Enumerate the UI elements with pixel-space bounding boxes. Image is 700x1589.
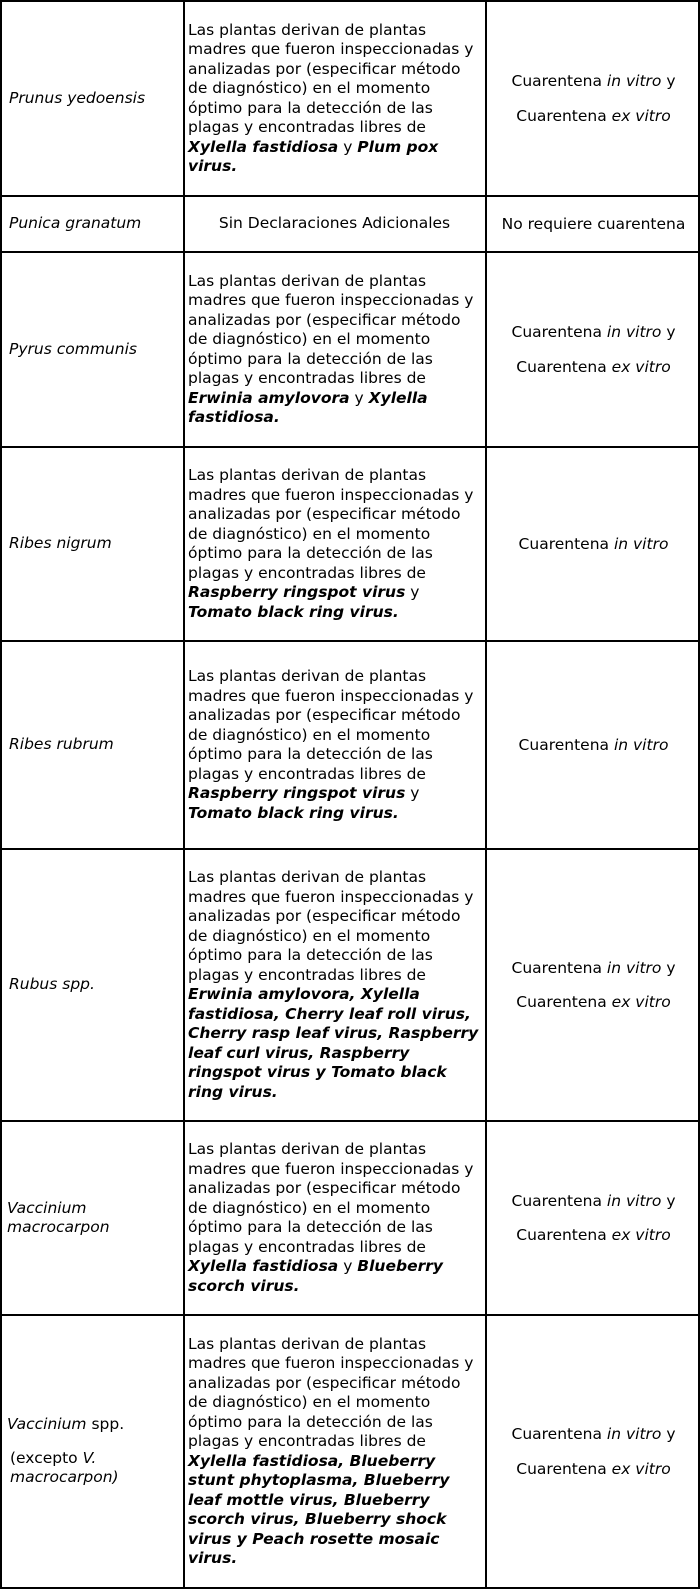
quarantine-cell [487, 642, 700, 848]
quarantine-label: Cuarentena [518, 534, 614, 553]
quarantine-cell [487, 2, 700, 195]
quarantine-type: ex vitro [611, 1459, 671, 1478]
species-cell [2, 1122, 183, 1314]
requirement-text [188, 466, 481, 622]
quarantine-label: Cuarentena [516, 1226, 612, 1244]
conjunction: y [338, 137, 358, 156]
species-note-name: V. macrocarpon) [10, 1448, 119, 1487]
quarantine-cell [487, 1316, 700, 1587]
requirement-body: Las plantas derivan de plantas madres que fueron inspeccionadas y analizadas por (especificar método de diagnóstico) en el momento óptimo para la detección de las plagas y encontradas libres de [188, 20, 474, 136]
conjunction: y [349, 388, 369, 407]
quarantine-label: Cuarentena [511, 1191, 607, 1210]
conjunction: y [661, 958, 676, 977]
quarantine-label: Cuarentena [516, 1459, 612, 1478]
species-suffix: spp. [86, 1415, 125, 1434]
species-name: Ribes nigrum [9, 534, 112, 553]
pest-name: Blueberry scorch virus. [188, 1257, 443, 1295]
quarantine-text [512, 951, 676, 1020]
species-name: Pyrus communis [9, 339, 137, 358]
conjunction: y [661, 323, 676, 341]
quarantine-text [512, 1184, 676, 1253]
quarantine-cell [487, 1122, 700, 1314]
requirement-cell [185, 197, 485, 251]
requirement-text [188, 1140, 481, 1296]
conjunction: y [405, 583, 420, 601]
quarantine-type: in vitro [606, 1425, 662, 1443]
pest-name: Xylella fastidiosa, Blueberry stunt phytoplasma, Blueberry leaf mottle virus, Blueberry scorch virus, Blueberry shock virus y Peach rosette mosaic virus. [188, 1451, 450, 1567]
conjunction: y [405, 784, 420, 802]
quarantine-cell [487, 253, 700, 446]
quarantine-label: Cuarentena [511, 958, 607, 977]
conjunction: y [661, 1191, 676, 1210]
conjunction: y [661, 72, 676, 90]
quarantine-label: Cuarentena [511, 323, 607, 341]
species-name: Vaccinium macrocarpon [7, 1198, 110, 1236]
quarantine-type: in vitro [613, 534, 669, 553]
quarantine-text [519, 728, 669, 763]
quarantine-type: in vitro [606, 72, 662, 90]
requirement-body: Las plantas derivan de plantas madres que fueron inspeccionadas y analizadas por (especificar método de diagnóstico) en el momento óptimo para la detección de las plagas y encontradas libres de [188, 868, 474, 984]
pest-name: Xylella fastidiosa [188, 137, 339, 156]
requirement-cell [185, 1316, 485, 1587]
pest-name: Erwinia amylovora, Xylella fastidiosa, Cherry leaf roll virus, Cherry rasp leaf virus, Raspberry leaf curl virus, Raspberry ringspot virus y Tomato black ring virus. [188, 985, 479, 1101]
species-cell [2, 2, 183, 195]
requirement-body: Las plantas derivan de plantas madres que fueron inspeccionadas y analizadas por (especificar método de diagnóstico) en el momento óptimo para la detección de las plagas y encontradas libres de [188, 667, 474, 783]
species-name: Punica granatum [9, 214, 142, 233]
species-name: Rubus spp. [9, 975, 95, 994]
species-cell [2, 642, 183, 848]
requirement-cell [185, 850, 485, 1120]
quarantine-type: in vitro [606, 323, 662, 341]
requirement-body: Las plantas derivan de plantas madres que fueron inspeccionadas y analizadas por (especificar método de diagnóstico) en el momento óptimo para la detección de las plagas y encontradas libres de [188, 466, 474, 582]
species-name: Prunus yedoensis [9, 88, 146, 107]
pest-name: Plum pox virus. [188, 137, 439, 175]
requirement-cell [185, 253, 485, 446]
requirement-cell [185, 1122, 485, 1314]
pest-name: Erwinia amylovora [188, 388, 350, 407]
species-cell [2, 253, 183, 446]
conjunction: y [661, 1425, 676, 1443]
quarantine-type: ex vitro [611, 357, 671, 376]
quarantine-text: No requiere cuarentena [501, 214, 686, 233]
species-name: Ribes rubrum [9, 735, 114, 754]
species-name [7, 1415, 147, 1488]
quarantine-type: ex vitro [611, 106, 671, 125]
pest-name: Tomato black ring virus. [188, 602, 399, 621]
quarantine-label: Cuarentena [516, 357, 612, 376]
pest-name: Tomato black ring virus. [188, 803, 399, 822]
requirement-cell [185, 642, 485, 848]
requirement-text [188, 272, 481, 428]
requirement-cell [185, 448, 485, 640]
quarantine-type: in vitro [613, 735, 669, 754]
pest-name: Raspberry ringspot virus [188, 784, 406, 802]
pest-name: Xylella fastidiosa. [188, 388, 428, 426]
quarantine-label: Cuarentena [516, 993, 612, 1011]
requirement-text [188, 21, 481, 177]
species-cell [2, 197, 183, 251]
quarantine-label: Cuarentena [516, 106, 612, 125]
requirement-text [188, 1335, 481, 1569]
quarantine-text [512, 64, 676, 133]
requirement-body: Las plantas derivan de plantas madres que fueron inspeccionadas y analizadas por (especificar método de diagnóstico) en el momento óptimo para la detección de las plagas y encontradas libres de [188, 271, 474, 387]
requirement-cell [185, 2, 485, 195]
quarantine-label: Cuarentena [511, 1425, 607, 1443]
quarantine-type: ex vitro [611, 993, 671, 1011]
species-cell [2, 448, 183, 640]
quarantine-cell [487, 448, 700, 640]
quarantine-type: in vitro [606, 1191, 662, 1210]
quarantine-text [512, 1417, 676, 1486]
species-cell [2, 1316, 183, 1587]
requirement-body: Las plantas derivan de plantas madres que fueron inspeccionadas y analizadas por (especificar método de diagnóstico) en el momento óptimo para la detección de las plagas y encontradas libres de [188, 1334, 474, 1450]
quarantine-label: Cuarentena [511, 72, 607, 90]
quarantine-cell [487, 197, 700, 251]
species-cell [2, 850, 183, 1120]
quarantine-text [519, 527, 669, 562]
quarantine-cell [487, 850, 700, 1120]
quarantine-type: in vitro [606, 958, 662, 977]
pest-name: Raspberry ringspot virus [188, 583, 406, 601]
requirement-text [188, 868, 481, 1102]
quarantine-text [512, 315, 676, 384]
species-genus: Vaccinium [7, 1415, 87, 1434]
requirement-text [188, 667, 481, 823]
requirement-body: Las plantas derivan de plantas madres que fueron inspeccionadas y analizadas por (especificar método de diagnóstico) en el momento óptimo para la detección de las plagas y encontradas libres de [188, 1140, 474, 1256]
requirement-text: Sin Declaraciones Adicionales [218, 214, 451, 233]
pest-name: Xylella fastidiosa [188, 1257, 339, 1275]
quarantine-label: Cuarentena [518, 735, 614, 754]
species-note: (excepto [10, 1448, 83, 1467]
conjunction: y [338, 1257, 358, 1275]
quarantine-type: ex vitro [611, 1226, 671, 1244]
